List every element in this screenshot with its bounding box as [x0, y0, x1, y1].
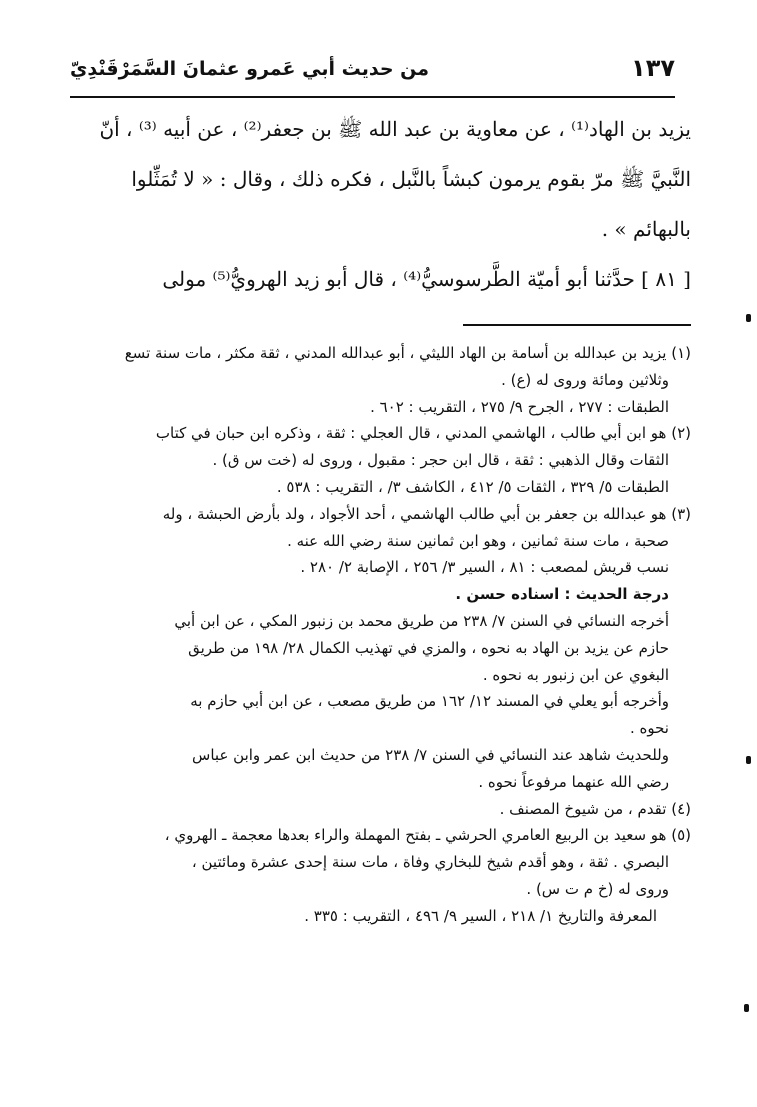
running-title: من حديث أبي عَمرو عثمانَ السَّمَرْقَنْدِيّ [70, 58, 430, 80]
scan-edge-mark [746, 756, 751, 764]
page-header [70, 52, 675, 98]
footnote-4 [63, 796, 691, 823]
grade-label: درجة الحديث : اسناده حسن . [455, 585, 669, 604]
footnote-line: حازم عن يزيد بن الهاد به نحوه ، والمزي في تهذيب الكمال ٢٨/ ١٩٨ من طريق [188, 638, 669, 657]
main-text [73, 104, 691, 304]
footnote-line: صحبة ، مات سنة ثمانين ، وهو ابن ثمانين سنة رضي الله عنه . [287, 531, 669, 550]
footnote-line: رضي الله عنهما مرفوعاً نحوه . [478, 772, 669, 791]
footnote-line: (٣) هو عبدالله بن جعفر بن أبي طالب الهاشمي ، أحد الأجواد ، ولد بأرض الحبشة ، وله [162, 504, 691, 523]
scan-edge-mark [744, 1004, 749, 1012]
footnote-line: (٤) تقدم ، من شيوخ المصنف . [499, 799, 691, 818]
footnote-line: (١) يزيد بن عبدالله بن أسامة بن الهاد الليثي ، أبو عبدالله المدني ، ثقة مكثر ، مات سنة تسع [124, 344, 691, 362]
footnote-5 [63, 822, 691, 929]
footnote-3 [63, 501, 691, 581]
footnote-line: المعرفة والتاريخ ١/ ٢١٨ ، السير ٩/ ٤٩٦ ، التقريب : ٣٣٥ . [304, 906, 657, 925]
footnote-line: وروى له (خ م ت س) . [526, 879, 669, 898]
footnote-line: (٢) هو ابن أبي طالب ، الهاشمي المدني ، قال العجلي : ثقة ، وذكره ابن حبان في كتاب [155, 424, 691, 443]
footnote-line: البصري . ثقة ، وهو أقدم شيخ للبخاري وفاة ، مات سنة إحدى عشرة ومائتين ، [191, 853, 669, 872]
main-line: بالبهائم » . [601, 217, 691, 241]
footnote-line: وثلاثين ومائة وروى له (ع) . [501, 370, 669, 389]
footnote-2 [63, 420, 691, 500]
footnote-line: البغوي عن ابن زنبور به نحوه . [482, 665, 669, 684]
footnote-line: وللحديث شاهد عند النسائي في السنن ٧/ ٢٣٨ من حديث ابن عمر وابن عباس [192, 745, 669, 764]
footnote-line: وأخرجه أبو يعلي في المسند ١٢/ ١٦٢ من طريق مصعب ، عن ابن أبي حازم به [190, 692, 669, 711]
footnote-line: الثقات وقال الذهبي : ثقة ، قال ابن حجر : مقبول ، وروى له (خت س ق) . [212, 451, 669, 470]
footnote-divider [463, 324, 691, 326]
main-line: النَّبيَّ ﷺ مرّ بقوم يرمون كبشاً بالنَّبل ، فكره ذلك ، وقال : « لا تُمَثِّلوا [131, 167, 691, 191]
footnote-line: (٥) هو سعيد بن الربيع العامري الحرشي ـ بفتح المهملة والراء بعدها معجمة ـ الهروي ، [164, 826, 691, 845]
footnote-line: أخرجه النسائي في السنن ٧/ ٢٣٨ من طريق محمد بن زنبور المكي ، عن ابن أبي [174, 611, 669, 630]
footnote-1 [63, 340, 691, 420]
page-number: ١٣٧ [631, 54, 675, 82]
scan-edge-mark [746, 314, 751, 322]
footnotes [63, 340, 691, 930]
footnote-line: الطبقات ٥/ ٣٢٩ ، الثقات ٥/ ٤١٢ ، الكاشف ٣/ ، التقريب : ٥٣٨ . [276, 477, 669, 496]
main-line: يزيد بن الهاد⁽¹⁾ ، عن معاوية بن عبد الله ﷺ بن جعفر⁽²⁾ ، عن أبيه ⁽³⁾ ، أنّ [99, 117, 691, 141]
hadith-heading: [ ٨١ ] حدَّثنا أبو أميّة الطَّرسوسيُّ⁽⁴⁾ ، قال أبو زيد الهرويُّ⁽⁵⁾ مولى [162, 267, 691, 291]
footnote-line: نسب قريش لمصعب : ٨١ ، السير ٣/ ٢٥٦ ، الإصابة ٢/ ٢٨٠ . [300, 558, 669, 577]
footnote-line: نحوه . [629, 719, 669, 738]
hadith-grade [63, 581, 691, 795]
footnote-line: الطبقات : ٢٧٧ ، الجرح ٩/ ٢٧٥ ، التقريب : ٦٠٢ . [370, 397, 669, 416]
